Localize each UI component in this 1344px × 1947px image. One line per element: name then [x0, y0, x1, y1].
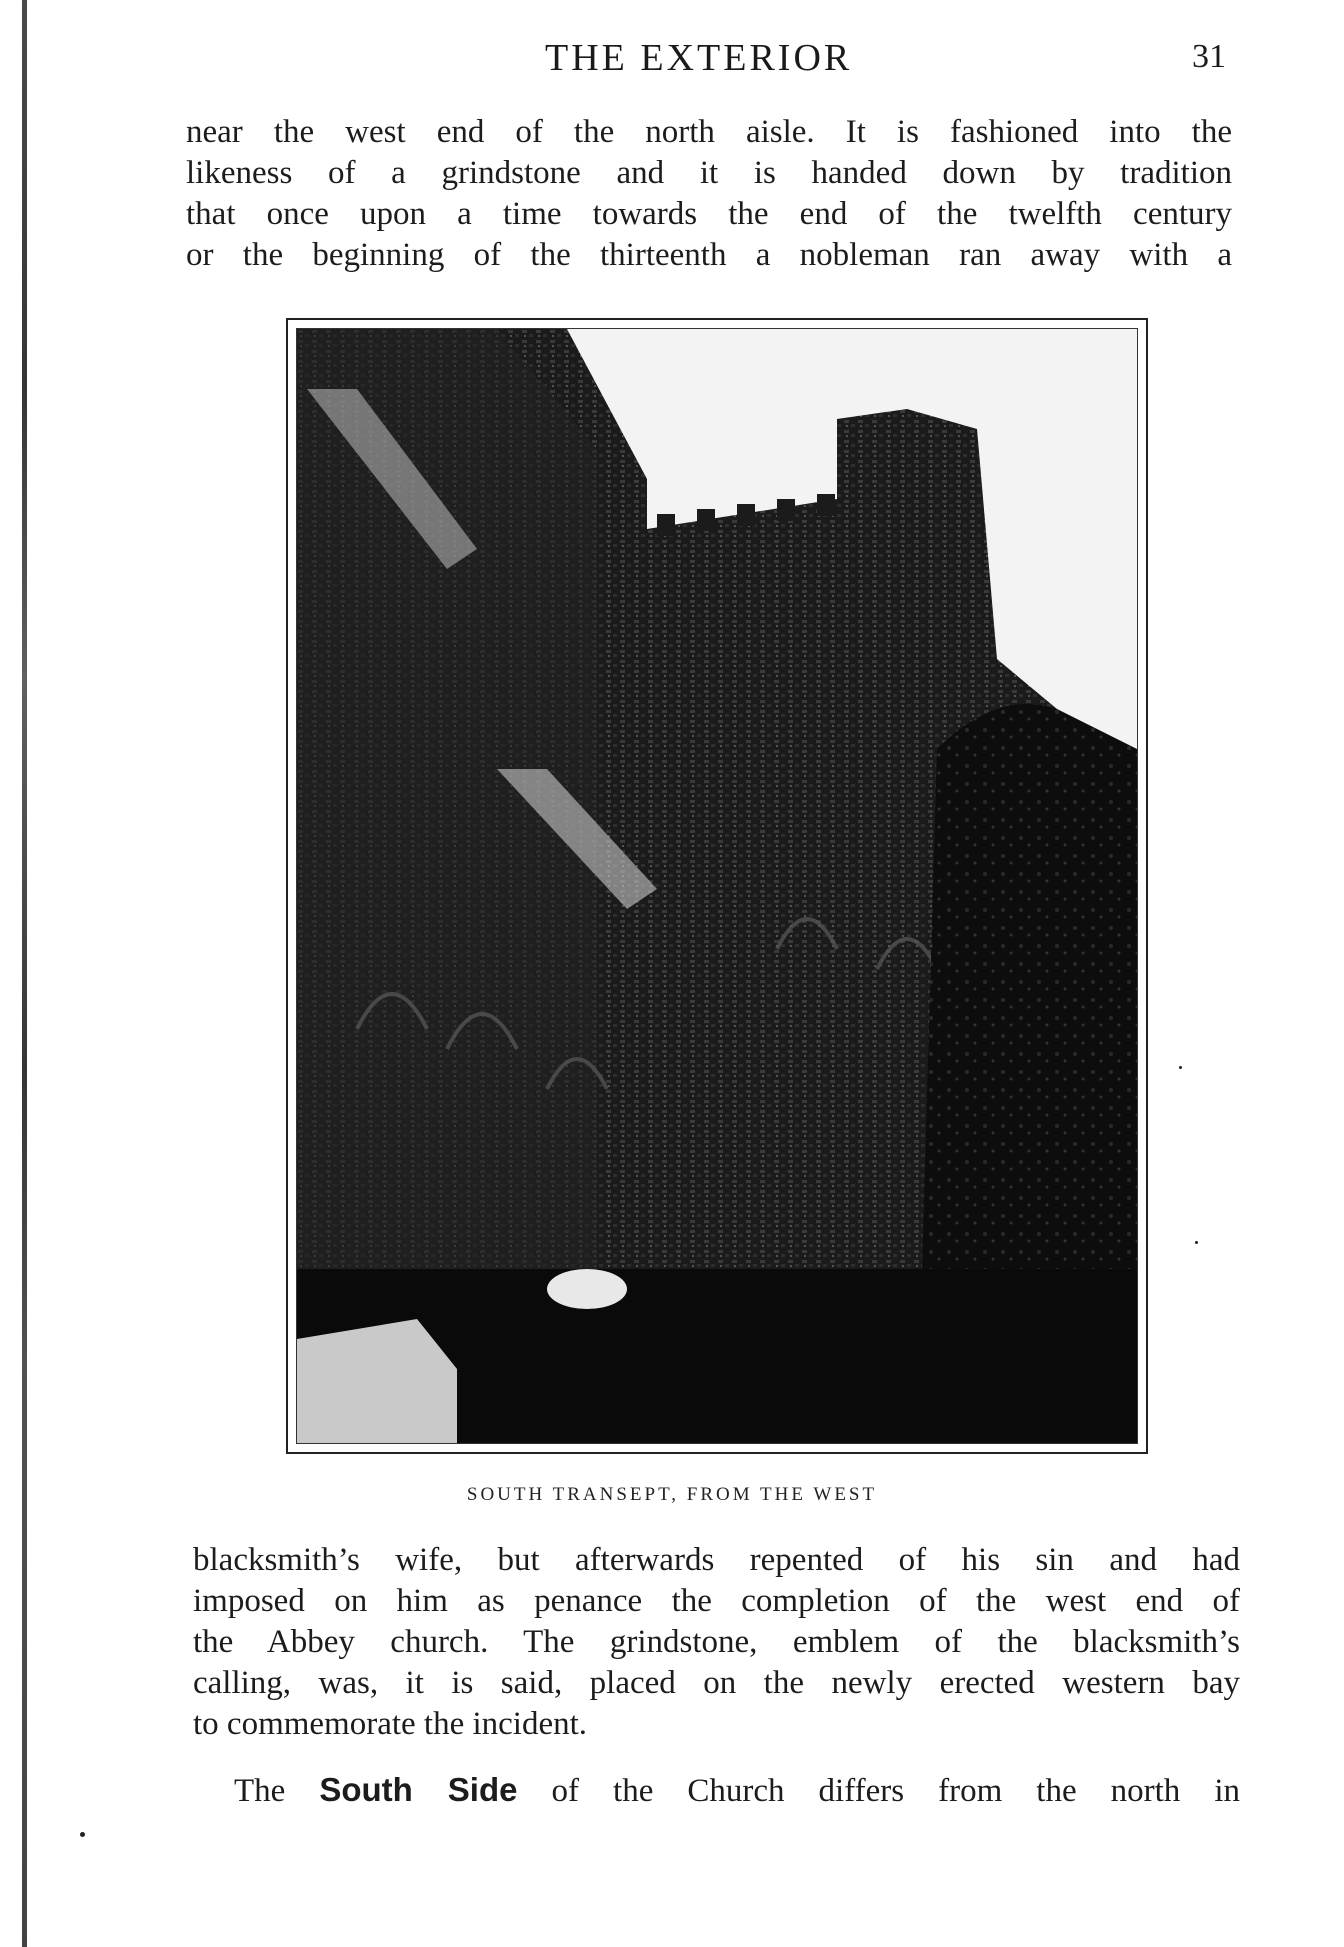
text-line: near the west end of the north aisle. It is fashioned into the [186, 114, 1232, 150]
text-line: the Abbey church. The grindstone, emblem of the blacksmith’s [193, 1624, 1240, 1660]
text-line [234, 1769, 1240, 1812]
paragraph-3 [234, 1769, 1240, 1812]
text-line: calling, was, it is said, placed on the newly erected western bay [193, 1665, 1240, 1701]
photograph-image [297, 329, 1137, 1443]
binding-edge [22, 0, 27, 1947]
text-line: imposed on him as penance the completion of the west end of [193, 1583, 1240, 1619]
text-line: likeness of a grindstone and it is handed down by tradition [186, 155, 1232, 191]
text-line: or the beginning of the thirteenth a nobleman ran away with a [186, 237, 1232, 273]
photograph-frame [286, 318, 1148, 1454]
page-speck [1179, 1066, 1182, 1069]
paragraph-2 [193, 1540, 1240, 1745]
text-run: of the Church differs from the north in [517, 1773, 1240, 1809]
photograph [296, 328, 1138, 1444]
figure-caption: SOUTH TRANSEPT, FROM THE WEST [466, 1484, 878, 1505]
text-run: The [234, 1773, 320, 1809]
text-line: blacksmith’s wife, but afterwards repented of his sin and had [193, 1542, 1240, 1578]
running-title: THE EXTERIOR [545, 37, 853, 79]
page-header [0, 36, 1344, 86]
text-line: that once upon a time towards the end of the twelfth century [186, 196, 1232, 232]
page-number: 31 [1192, 38, 1226, 75]
paragraph-1 [186, 112, 1232, 276]
page-speck [1195, 1241, 1198, 1244]
text-line: to commemorate the incident. [193, 1706, 588, 1742]
bold-heading-term: South Side [319, 1771, 518, 1808]
page-speck [80, 1832, 85, 1837]
